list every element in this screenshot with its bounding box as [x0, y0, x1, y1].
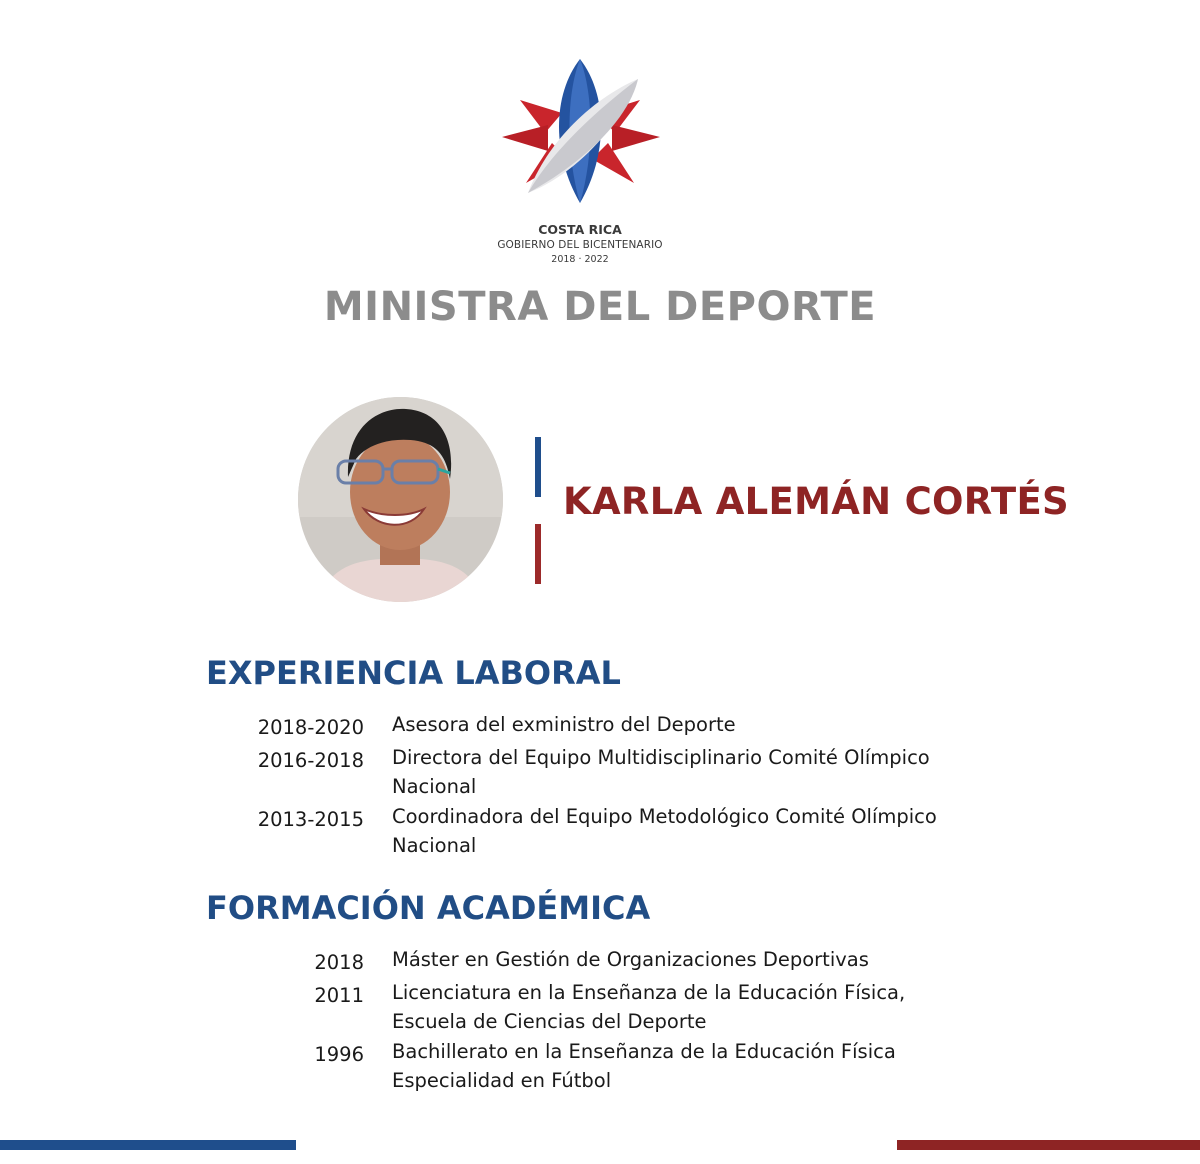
person-name: KARLA ALEMÁN CORTÉS: [563, 480, 1069, 523]
experience-item: [206, 802, 1006, 861]
ministry-title: MINISTRA DEL DEPORTE: [323, 284, 877, 330]
experience-heading: EXPERIENCIA LABORAL: [206, 654, 621, 692]
accent-bar-red: [535, 524, 541, 584]
education-item: [206, 1037, 1006, 1096]
experience-years: 2016-2018: [257, 748, 364, 772]
experience-description: Directora del Equipo Multidisciplinario Comité Olímpico Nacional: [392, 745, 930, 798]
experience-item: [206, 710, 1006, 743]
education-years: 1996: [314, 1042, 364, 1066]
footer-line-blue: [0, 1140, 296, 1150]
education-description: Licenciatura en la Enseñanza de la Educación Física, Escuela de Ciencias del Deporte: [392, 980, 906, 1033]
footer-line-red: [897, 1140, 1200, 1150]
logo-country-text: COSTA RICA: [538, 222, 622, 237]
experience-item: [206, 743, 1006, 802]
education-years: 2011: [314, 983, 364, 1007]
education-description: Máster en Gestión de Organizaciones Deportivas: [392, 948, 869, 971]
experience-list: [206, 710, 1006, 861]
logo-years-text: 2018 · 2022: [551, 254, 609, 265]
education-description: Bachillerato en la Enseñanza de la Educación Física Especialidad en Fútbol: [392, 1039, 896, 1092]
education-list: [206, 945, 1006, 1096]
experience-description: Asesora del exministro del Deporte: [392, 713, 736, 736]
experience-years: 2018-2020: [257, 716, 364, 739]
experience-years: 2013-2015: [257, 807, 364, 831]
education-item: [206, 945, 1006, 978]
accent-bar-blue: [535, 437, 541, 497]
logo-government-text: GOBIERNO DEL BICENTENARIO: [497, 239, 663, 251]
portrait-photo: [298, 397, 503, 602]
bicentennial-star-icon: [490, 55, 670, 205]
experience-description: Coordinadora del Equipo Metodológico Comité Olímpico Nacional: [392, 804, 937, 857]
education-item: [206, 978, 1006, 1037]
education-years: 2018: [314, 951, 364, 974]
government-logo: [490, 55, 670, 205]
education-heading: FORMACIÓN ACADÉMICA: [206, 889, 651, 927]
